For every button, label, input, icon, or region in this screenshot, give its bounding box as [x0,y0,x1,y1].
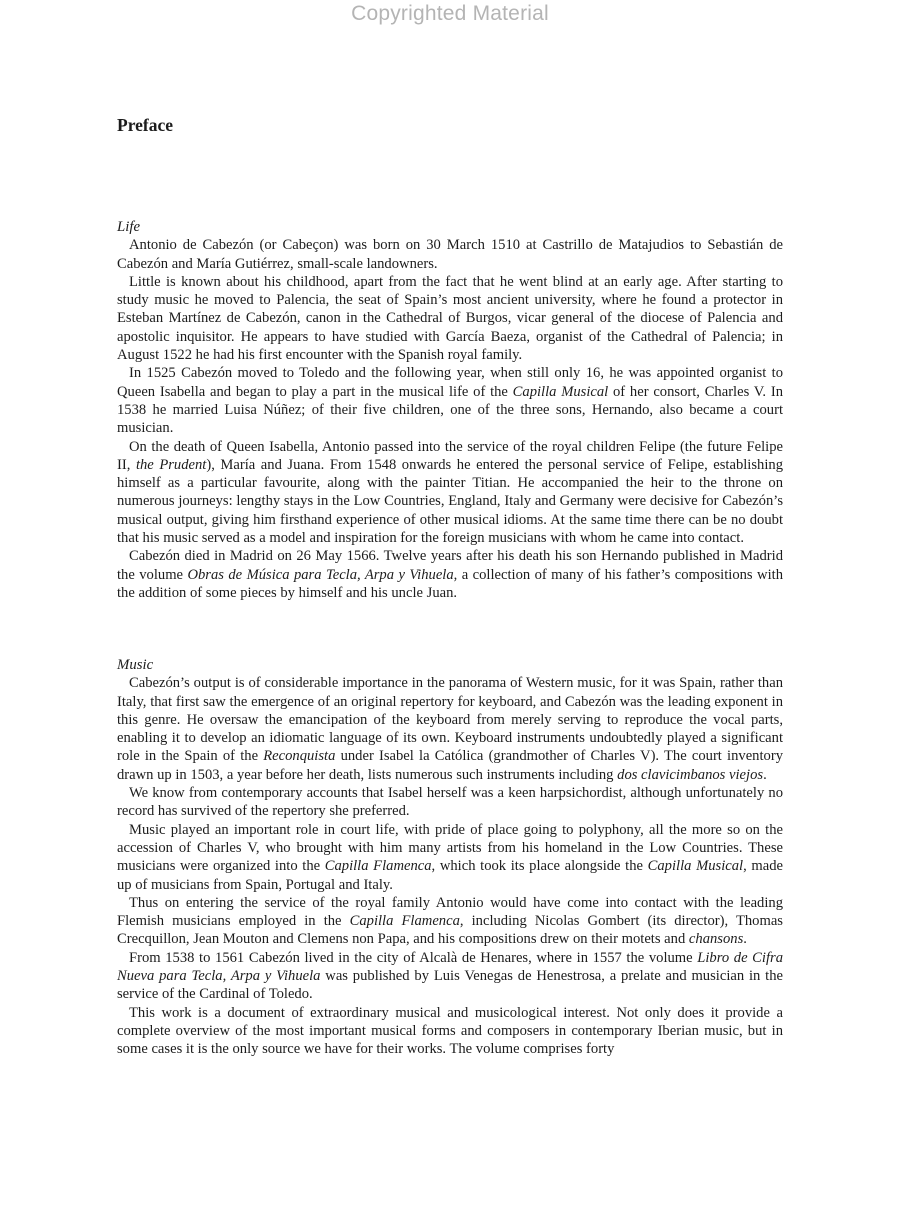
section-heading-life: Life [117,219,141,235]
italic-text: Reconquista [263,748,336,765]
italic-text: Libro de Cifra Nueva para Tecla, Arpa y Vihuela [117,949,784,985]
italic-text: Capilla Musical [647,858,744,875]
text-run: , including Nicolas Gombert (its director), Thomas Crecquillon, Jean Mouton and Clemens non Papa, and his compositions drew on their motets and [117,913,783,948]
section-music [117,656,783,1059]
text-run: Antonio de Cabezón (or Cabeçon) was born on 30 March 1510 at Castrillo de Matajudios to Sebastián de Cabezón and María Gutiérrez, small-scale landowners. [117,237,783,272]
paragraph [117,1004,783,1059]
paragraph [117,364,783,437]
paragraph [117,894,783,949]
copyright-watermark: Copyrighted Material [351,2,549,25]
paragraph [117,236,783,273]
text-run: , a collection of many of his father’s compositions with the addition of some pieces by himself and his uncle Juan. [117,566,783,601]
section-body-music [117,674,783,1058]
section-body-life [117,236,783,602]
text-run: From 1538 to 1561 Cabezón lived in the city of Alcalà de Henares, where in 1557 the volume [129,949,698,966]
paragraph [117,273,783,364]
text-run: ), María and Juana. From 1548 onwards he entered the personal service of Felipe, establishing himself as a particular favourite, along with the painter Titian. He accompanied the heir to the throne on numerous journeys: lengthy stays in the Low Countries, England, Italy and Germany were decisive for Cabezón’s musical output, giving him firsthand experience of other musical idioms. At the same time there can be no doubt that his music served as a model and inspiration for the foreign musicians with whom he came into contact. [117,456,783,547]
italic-text: Capilla Flamenca [324,858,432,875]
paragraph [117,438,783,548]
text-run: was published by Luis Venegas de Henestrosa, a prelate and musician in the service of the Cardinal of Toledo. [117,968,783,1003]
text-run: We know from contemporary accounts that Isabel herself was a keen harpsichordist, although unfortunately no record has survived of the repertory she preferred. [117,785,783,820]
text-run: Thus on entering the service of the royal family Antonio would have come into contact with the leading Flemish musicians employed in the [117,894,783,930]
section-life [117,218,783,602]
text-run: under Isabel la Católica (grandmother of Charles V). The court inventory drawn up in 1503, a year before her death, lists numerous such instruments including [117,748,783,783]
paragraph [117,674,783,784]
text-run: Music played an important role in court life, with pride of place going to polyphony, all the more so on the accession of Charles V, who brought with him many artists from his homeland in the Low Countries. These musicians were organized into the [117,821,783,875]
text-run: This work is a document of extraordinary musical and musicological interest. Not only does it provide a complete overview of the most important musical forms and composers in contemporary Iberian music, but in some cases it is the only source we have for their works. The volume comprises forty [117,1004,783,1058]
text-run: Cabezón’s output is of considerable importance in the panorama of Western music, for it was Spain, rather than Italy, that first saw the emergence of an original repertory for keyboard, and Cabezón was the leading exponent in this genre. He oversaw the emancipation of the keyboard from merely serving to reproduce the vocal parts, enabling it to develop an idiomatic language of its own. Keyboard instruments undoubtedly played a significant role in the Spain of the [117,675,783,765]
text-run: Little is known about his childhood, apart from the fact that he went blind at an early age. After starting to study music he moved to Palencia, the seat of Spain’s most ancient university, where he found a protector in Esteban Martínez de Cabezón, canon in the Cathedral of Burgos, vicar general of the diocese of Palencia and apostolic inquisitor. He appears to have studied with García Baeza, organist of the Cathedral of Palencia; in August 1522 he had his first encounter with the Spanish royal family. [117,273,783,364]
text-run: of her consort, Charles V. In 1538 he married Luisa Núñez; of their five children, one of the three sons, Hernando, also became a court musician. [117,383,783,437]
paragraph [117,547,783,602]
text-run: , made up of musicians from Spain, Portugal and Italy. [117,858,783,893]
text-run: On the death of Queen Isabella, Antonio passed into the service of the royal children Felipe (the future Felipe II, [117,438,783,473]
page-title: Preface [117,115,174,135]
text-run: , which took its place alongside the [431,858,648,875]
italic-text: Obras de Música para Tecla, Arpa y Vihuela [187,566,454,583]
paragraph [117,949,783,1004]
italic-text: Capilla Flamenca [349,913,460,930]
text-run: . [763,766,767,783]
text-run: In 1525 Cabezón moved to Toledo and the following year, when still only 16, he was appointed organist to Queen Isabella and began to play a part in the musical life of the [117,365,783,400]
italic-text: chansons [688,931,744,948]
text-run: . [743,931,747,948]
paragraph [117,821,783,894]
text-run: Cabezón died in Madrid on 26 May 1566. Twelve years after his death his son Hernando published in Madrid the volume [117,548,783,583]
italic-text: the Prudent [135,456,207,473]
paragraph [117,784,783,821]
italic-text: dos clavicimbanos viejos [617,766,764,783]
section-heading-music: Music [117,657,154,673]
italic-text: Capilla Musical [512,383,609,400]
